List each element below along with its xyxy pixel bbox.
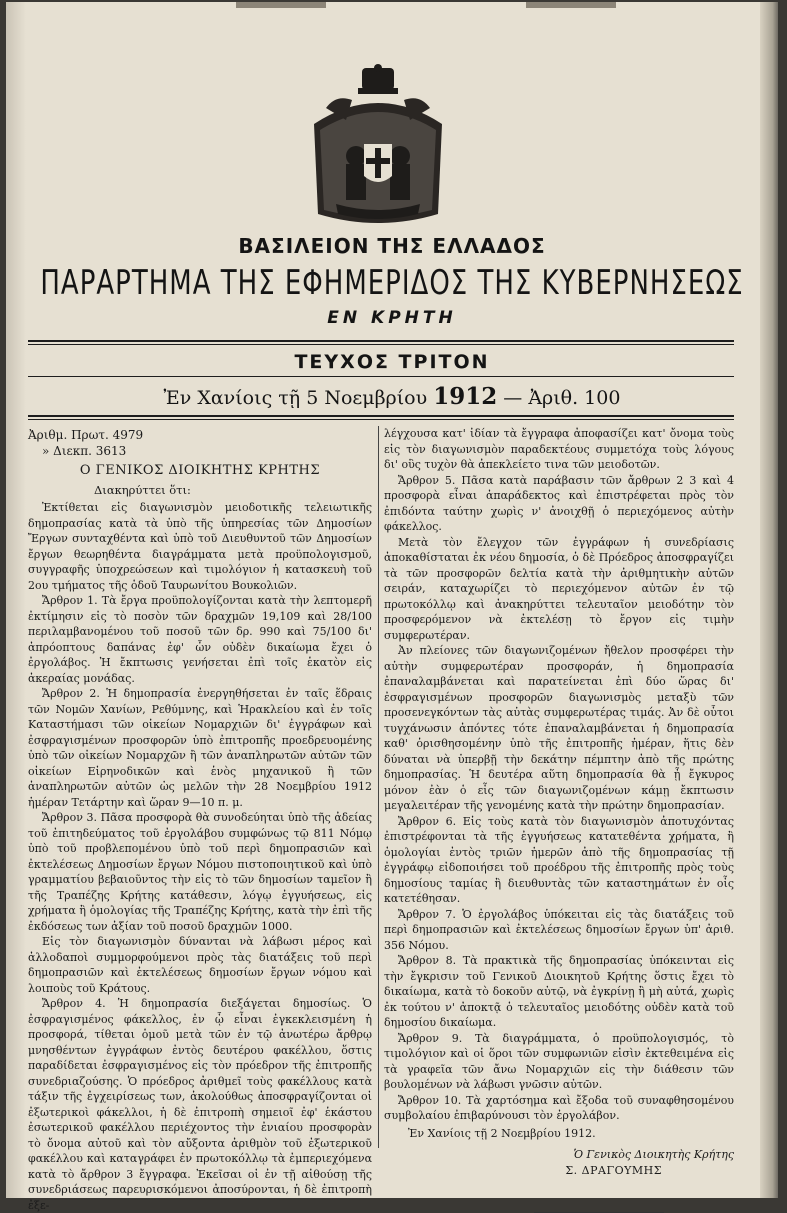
left-column	[28, 428, 372, 1213]
binding-tab	[236, 2, 326, 8]
binding-tab	[526, 2, 616, 8]
dateline	[6, 383, 778, 410]
rule-mid	[28, 376, 734, 377]
paragraph: Ἐκτίθεται εἰς διαγωνισμὸν μειοδοτικῆς τελειωτικῆς δημοπρασίας κατὰ τὰ ὑπὸ τῆς ὑπηρεσίας τῶν Δημοσίων Ἔργων συνταχθέντα καὶ ὑπὸ τοῦ Διευθυντοῦ τῶν Δημοσίων ἔργων θεωρηθέντα διαγράμματα μετὰ προϋπολογισμοῦ, συγγραφῆς ὑποχρεώσεων καὶ τιμολόγιον ἡ κατασκευὴ τοῦ 2ου τμήματος τῆς ὁδοῦ Ταυρωνίτου Βουκολιῶν.	[28, 501, 372, 592]
signature-title: Ὁ Γενικὸς Διοικητὴς Κρήτης	[573, 1148, 734, 1161]
rule-top-double-1	[28, 340, 734, 342]
gazette-page	[6, 2, 778, 1212]
signature-name: Σ. ΔΡΑΓΟΥΜΗΣ	[565, 1163, 662, 1177]
article-paragraph: Ἄρθρον 2. Ἡ δημοπρασία ἐνεργηθήσεται ἐν ταῖς ἕδραις τῶν Νομῶν Χανίων, Ρεθύμνης, καὶ Ἡρακλείου καὶ ἐν τοῖς Καταστήμασι τῶν οἰκείων Νομαρχιῶν δι' ἐγγράφων καὶ ἐσφραγισμένων προσφορῶν ὑπὸ ἐπιτροπῆς προεδρευομένης ὑπὸ τῶν οἰκείων Νομαρχῶν ἢ τῶν ἀναπληρωτῶν αὐτῶν τῶν οἰκείων Εἰρηνοδικῶν καὶ ἑνὸς μηχανικοῦ ἢ τῶν ἀναπληρωτῶν αὐτῶν ὡς μελῶν τὴν 28 Νοεμβρίου 1912 ἡμέραν Τετάρτην καὶ ὥραν 9—10 π. μ.	[28, 687, 372, 809]
article-paragraph: Ἄρθρον 3. Πᾶσα προσφορὰ θὰ συνοδεύηται ὑπὸ τῆς ἀδείας τοῦ ἐπιτηδεύματος τοῦ ἐργολάβου συμφώνως τῷ 811 Νόμῳ ὑπὸ τοῦ προβλεπομένου ὑπὸ τοῦ περὶ δημοπρασιῶν καὶ ἐκτελέσεως Δημοσίων ἔργων Νόμου πιστοποιητικοῦ καὶ ὑπὸ γραμματίου βεβαιοῦντος τὴν εἰς τὸ τῶν δημοσίων ταμεῖον ἢ τῆς Τραπέζης Κρήτης κατάθεσιν, λόγῳ ἐγγυήσεως, εἰς χρήματα ἢ ὁμολογίας τῆς Τραπέζης Κρήτης, κατὰ τὴν ἐπὶ τῆς ἐκδόσεως των ἀξίαν τοῦ ποσοῦ δραχμῶν 1000.	[28, 811, 372, 933]
article-paragraph: Ἄρθρον 8. Τὰ πρακτικὰ τῆς δημοπρασίας ὑπόκεινται εἰς τὴν ἔγκρισιν τοῦ Γενικοῦ Διοικητοῦ Κρήτης ὅστις ἔχει τὸ δικαίωμα, κατὰ τὸ δοκοῦν αὐτῷ, νὰ ἐγκρίνῃ ἢ μὴ αὐτά, χωρὶς ἐκ τούτου ν' ἀποκτᾷ ὁ τελευταῖος μειοδότης οὐδὲν κατὰ τοῦ δημοσίου δικαίωμα.	[384, 954, 734, 1029]
paragraph-continuation: λέγχουσα κατ' ἰδίαν τὰ ἔγγραφα ἀποφασίζει κατ' ὄνομα τοὺς εἰς τὸν διαγωνισμὸν παραδεκτέους συμμετόχα τοὺς λόγους δι' οὓς τυχὸν θὰ ἀπεκλείετο τινα τῶν μειοδοτῶν.	[384, 427, 734, 471]
place-date: Ἐν Χανίοις τῇ 2 Νοεμβρίου 1912.	[408, 1126, 596, 1140]
paragraph: Ἀν πλείονες τῶν διαγωνιζομένων ἤθελον προσφέρει τὴν αὐτὴν συμφερωτέραν προσφοράν, ἡ δημοπρασία ἐπαναλαμβάνεται καὶ παρατείνεται ἐπὶ δύο ὥρας δι' ἐσφραγισμένων προσφορῶν διαγωνισμὸς μεταξὺ τῶν προσενεγκόντων τὰς αὐτὰς συμφερωτέρας τιμάς. Ἀν δὲ οὗτοι τυγχάνωσιν ἀπόντες τότε ἐπαναλαμβάνεται ἡ δημοπρασία καθ' ὁρισθησομένην ὑπὸ τῆς ἐπιτροπῆς ἡμέραν, ἥτις δὲν δύναται νὰ ὑπερβῇ τὴν δεκάτην πέμπτην ἀπὸ τῆς πρώτης δημοπρασίας. Ἡ δευτέρα αὕτη δημοπρασία θὰ ᾖ ἔγκυρος μόνον ἐὰν ὁ εἷς τῶν διαγωνιζομένων κάμῃ ἔκπτωσιν μεγαλειτέραν τῆς γενομένης κατὰ τὴν πρώτην δημοπρασίαν.	[384, 644, 734, 812]
year-text: 1912	[433, 383, 498, 410]
rule-bottom-double-2	[28, 419, 734, 420]
article-paragraph: Ἄρθρον 10. Τὰ χαρτόσημα καὶ ἔξοδα τοῦ συναφθησομένου συμβολαίου ἐπιβαρύνουσι τὸν ἐργολάβον.	[384, 1093, 734, 1122]
next-page-edge	[760, 2, 778, 1198]
royal-coat-of-arms-emblem	[306, 64, 450, 234]
rule-bottom-double-1	[28, 415, 734, 417]
article-paragraph: Ἄρθρον 1. Τὰ ἔργα προϋπολογίζονται κατὰ τὴν λεπτομερῆ ἐκτίμησιν εἰς τὸ ποσὸν τῶν δραχμῶν 19,109 καὶ 28/100 περιλαμβανομένου τοῦ ποσοῦ τῶν δρ. 990 καὶ 75/100 δι' ἀπρόοπτους δαπάνας ἐφ' ὧν οὐδὲν δικαίωμα ἔχει ὁ ἐργολάβος. Ἡ ἔκπτωσις γενήσεται ἐπὶ τοῖς ἑκατὸν εἰς ἀκεραίας μονάδας.	[28, 594, 372, 685]
governor-heading: Ο ΓΕΝΙΚΟΣ ΔΙΟΙΚΗΤΗΣ ΚΡΗΤΗΣ	[79, 463, 321, 478]
article-paragraph: Ἄρθρον 5. Πᾶσα κατὰ παράβασιν τῶν ἄρθρων 2 3 καὶ 4 προσφορὰ εἶναι ἀπαράδεκτος καὶ ἐπιστρέφεται πρὸς τὸν ἐπιδόντα ταύτην χωρὶς ν' ἀνοιχθῇ ὁ περιεχόμενος αὐτὴν φάκελλος.	[384, 473, 734, 533]
dispatch-number: » Διεκπ. 3613	[42, 443, 127, 458]
protocol-number: Ἀριθμ. Πρωτ. 4979	[28, 428, 144, 442]
location-subtitle: ΕΝ ΚΡΗΤΗ	[327, 308, 457, 328]
article-paragraph: Ἄρθρον 7. Ὁ ἐργολάβος ὑπόκειται εἰς τὰς διατάξεις τοῦ περὶ δημοπρασιῶν καὶ ἐκτελέσεως δημοσίων ἔργων ὑπ' ἀριθ. 356 Νόμου.	[384, 907, 734, 952]
article-paragraph: Ἄρθρον 9. Τὰ διαγράμματα, ὁ προϋπολογισμός, τὸ τιμολόγιον καὶ οἱ ὅροι τῶν συμφωνιῶν εἰσὶν ἐκτεθειμένα εἰς τὰ γραφεῖα τῶν ἄνω Νομαρχιῶν εἰς τὴν διάθεσιν τῶν βουλομένων νὰ λάβωσι γνῶσιν αὐτῶν.	[384, 1031, 734, 1091]
article-paragraph: Ἄρθρον 4. Ἡ δημοπρασία διεξάγεται δημοσίως. Ὁ ἐσφραγισμένος φάκελλος, ἐν ᾧ εἶναι ἐγκεκλεισμένη ἡ προσφορά, τίθεται ὁμοῦ μετὰ τῶν ἐν τῷ ἀνωτέρω ἄρθρῳ μνησθέντων ἐγγράφων ἐντὸς δευτέρου φακέλλου, ὅστις παραδίδεται ἐσφραγισμένος εἰς τὸν πρόεδρον τῆς ἐπιτροπῆς συνεδριαζούσης. Ὁ πρόεδρος ἀριθμεῖ τοὺς φακέλλους κατὰ τάξιν τῆς ἐγχειρίσεως των, ἀκολούθως ἀποσφραγίζονται οἱ ἐξωτερικοὶ φάκελλοι, ἡ δὲ ἐπιτροπὴ σημειοῖ ἐφ' ἑκάστου ἐσωτερικοῦ φακέλλου περιέχοντος τὴν ἐνιαίου προσφορὰν τὸ ὄνομα αὐτοῦ καὶ τὸν αὔξοντα ἀριθμὸν τοῦ ἐξωτερικοῦ φακέλλου καὶ καταγράφει ἐν πρωτοκόλλῳ τὰ ἐμπεριεχόμενα κατὰ τὸ ἄρθρον 3 ἔγγραφα. Ἐκεῖσαι οἱ ἐν τῇ αἰθούσῃ τῆς συνεδριάσεως παρευρισκόμενοι ἀποσύρονται, ἡ δὲ ἐπιτροπὴ ἐξε-	[28, 997, 372, 1212]
paragraph: Εἰς τὸν διαγωνισμὸν δύνανται νὰ λάβωσι μέρος καὶ ἀλλοδαποὶ συμμορφούμενοι πρὸς τὰς διατάξεις τοῦ περὶ δημοπρασιῶν καὶ ἐκτελέσεως δημοσίων ἔργων νόμου καὶ λοιποὺς τοῦ Κράτους.	[28, 935, 372, 995]
decree-intro: Διακηρύττει ὅτι:	[94, 482, 191, 497]
issue-heading: ΤΕΥΧΟΣ ΤΡΙΤΟΝ	[294, 351, 490, 373]
issue-number: — Ἀριθ. 100	[503, 387, 621, 409]
rule-top-double-2	[28, 344, 734, 345]
date-text: Ἐν Χανίοις τῇ 5 Νοεμβρίου	[163, 387, 428, 409]
right-column	[384, 426, 734, 1213]
gazette-title: ΠΑΡΑΡΤΗΜΑ ΤΗΣ ΕΦΗΜΕΡΙΔΟΣ ΤΗΣ ΚΥΒΕΡΝΗΣΕΩΣ	[40, 264, 744, 303]
page-shadow	[6, 2, 26, 1198]
article-paragraph: Ἄρθρον 6. Εἰς τοὺς κατὰ τὸν διαγωνισμὸν ἀποτυχόντας ἐπιστρέφονται τὰ τῆς ἐγγυήσεως κατατεθέντα χρήματα, ἢ ὁμολογίαι ἐντὸς τριῶν ἡμερῶν ἀπὸ τῆς δημοπρασίας τῇ ἐγγράφῳ εἰδοποιήσει τοῦ προέδρου τῆς ἐπιτροπῆς πρὸς τοὺς δημοσίους ταμίας ἢ διευθυντὰς τῶν καταστημάτων ἐν οἷς κατετέθησαν.	[384, 814, 734, 905]
column-divider	[378, 426, 379, 1148]
paragraph: Μετὰ τὸν ἔλεγχον τῶν ἐγγράφων ἡ συνεδρίασις ἀποκαθίσταται ἐκ νέου δημοσία, ὁ δὲ Πρόεδρος ἀποσφραγίζει τὰ τῶν προσφορῶν δελτία κατὰ τὴν ἀριθμητικὴν αὐτῶν σειράν, καταχωρίζει τὸ περιεχόμενον αὐτῶν ἐν τῷ πρωτοκόλλῳ καὶ ἀνακηρύττει τελευταῖον μειοδότην τὸν προσφερόμενον νὰ ἐκτελέσῃ τὸ ἔργον εἰς τιμὴν συμφερωτέραν.	[384, 535, 734, 642]
kingdom-heading: ΒΑΣΙΛΕΙΟΝ ΤΗΣ ΕΛΛΑΔΟΣ	[238, 234, 546, 258]
